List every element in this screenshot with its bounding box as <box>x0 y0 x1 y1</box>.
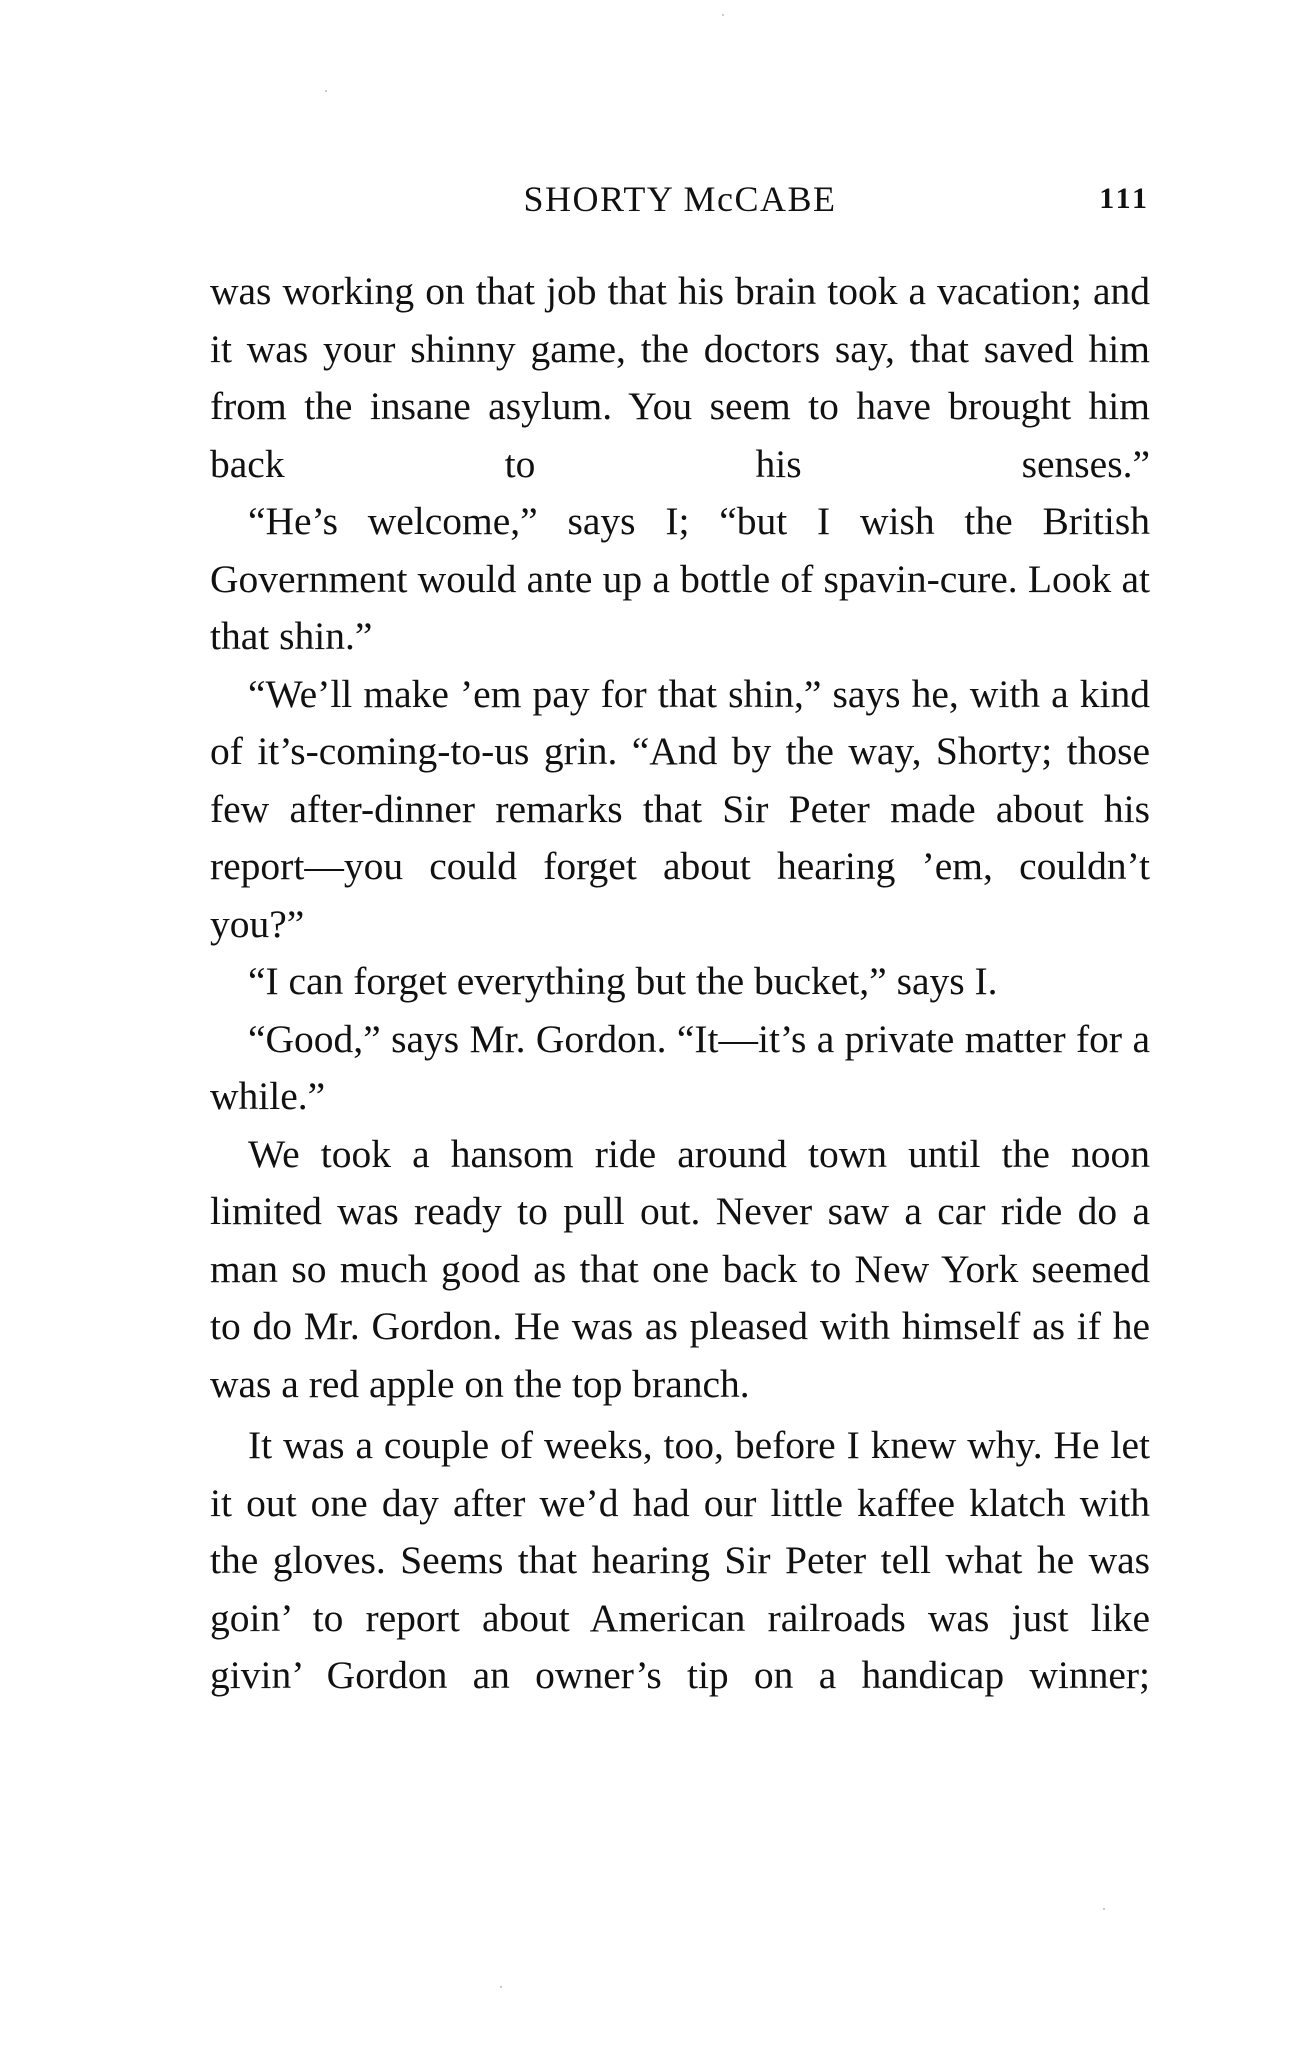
paragraph: “Good,” says Mr. Gordon. “It—it’s a private matter for a while.” <box>210 1016 1150 1118</box>
running-head <box>210 178 1150 228</box>
paper-speck <box>500 1986 502 1988</box>
paragraph: “I can forget everything but the bucket,” says I. <box>248 959 998 1003</box>
paragraph: was working on that job that his brain took a vacation; and it was your shinny game, the doctors say, that saved him from the insane asylum. You seem to have brought him back to his senses.” <box>210 269 1150 486</box>
running-title: SHORTY McCABE <box>523 179 837 219</box>
body-text <box>210 263 1150 1705</box>
paragraph: It was a couple of weeks, too, before I knew why. He let it out one day after we’d had our little kaffee klatch with the gloves. Seems that hearing Sir Peter tell what he was goin’ to report about American railroads was just like givin’ Gordon an owner’s tip on a handicap winner; <box>210 1423 1150 1697</box>
paragraph: We took a hansom ride around town until the noon limited was ready to pull out. Never saw a car ride do a man so much good as that one back to New York seemed to do Mr. Gordon. He was as pleased with himself as if he was a red apple on the top branch. <box>210 1131 1150 1406</box>
paper-speck <box>325 90 327 92</box>
paper-speck <box>722 14 724 16</box>
paragraph: “We’ll make ’em pay for that shin,” says he, with a kind of it’s-coming-to-us grin. “And by the way, Shorty; those few after-dinner remarks that Sir Peter made about his report—you could forget about hearing ’em, couldn’t you?” <box>210 671 1150 946</box>
paragraph: “He’s welcome,” says I; “but I wish the British Government would ante up a bottle of spavin-cure. Look at that shin.” <box>210 499 1150 658</box>
paper-speck <box>1103 1908 1105 1910</box>
page-number: 111 <box>1099 182 1150 215</box>
